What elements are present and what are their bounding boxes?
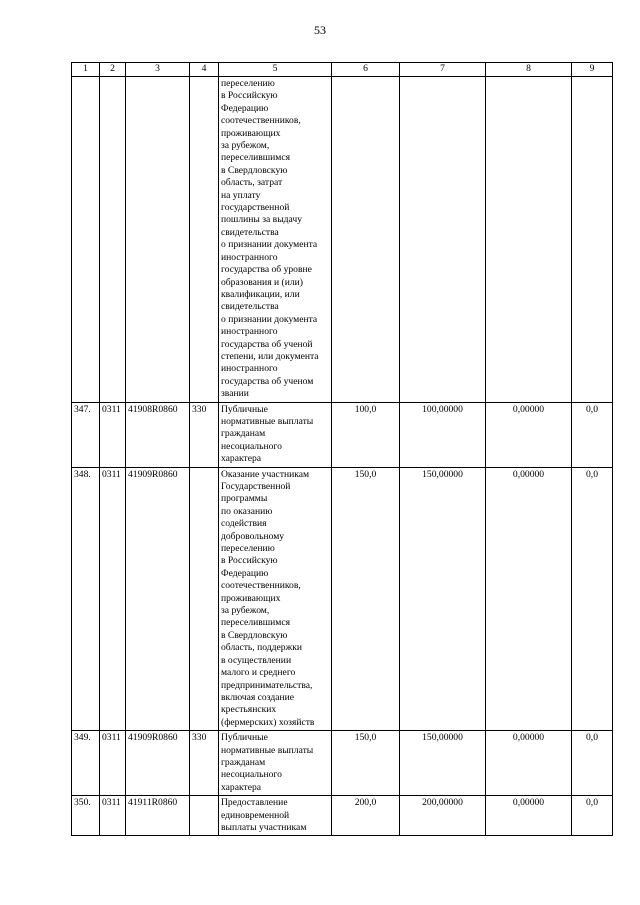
amount-plan: 150,0 (332, 467, 400, 731)
amount-plan: 200,0 (332, 796, 400, 836)
table-row (72, 77, 613, 403)
table-row (72, 467, 613, 731)
amount-executed (400, 77, 486, 403)
table-row (72, 731, 613, 796)
expense-type-code (190, 796, 219, 836)
row-number: 347. (72, 402, 100, 467)
column-header-4: 4 (190, 63, 219, 77)
execution-percent: 0,0 (572, 796, 613, 836)
target-article-code: 41911R0860 (126, 796, 190, 836)
section-code: 0311 (100, 731, 126, 796)
target-article-code: 41908R0860 (126, 402, 190, 467)
amount-difference: 0,00000 (486, 796, 572, 836)
expense-type-code (190, 467, 219, 731)
header-row (72, 63, 613, 77)
amount-executed: 150,00000 (400, 731, 486, 796)
amount-executed: 100,00000 (400, 402, 486, 467)
expense-type-code (190, 77, 219, 403)
row-number: 350. (72, 796, 100, 836)
section-code: 0311 (100, 402, 126, 467)
column-header-1: 1 (72, 63, 100, 77)
amount-difference (486, 77, 572, 403)
column-header-6: 6 (332, 63, 400, 77)
execution-percent: 0,0 (572, 731, 613, 796)
item-name: Оказание участникам Государственной программы по оказанию содействия добровольному переселению в Российскую Федерацию соотечественников, проживающих за рубежом, переселившимся в Свердловскую область, поддержки в осуществлении малого и среднего предпринимательства, включая создание крестьянских (фермерских) хозяйств (219, 467, 332, 731)
column-header-5: 5 (219, 63, 332, 77)
execution-percent: 0,0 (572, 467, 613, 731)
amount-executed: 200,00000 (400, 796, 486, 836)
section-code: 0311 (100, 796, 126, 836)
target-article-code: 41909R0860 (126, 467, 190, 731)
execution-percent (572, 77, 613, 403)
amount-executed: 150,00000 (400, 467, 486, 731)
amount-plan (332, 77, 400, 403)
target-article-code: 41909R0860 (126, 731, 190, 796)
item-name: Публичные нормативные выплаты гражданам несоциального характера (219, 731, 332, 796)
row-number (72, 77, 100, 403)
page-number: 53 (314, 23, 326, 37)
column-header-7: 7 (400, 63, 486, 77)
row-number: 348. (72, 467, 100, 731)
table-row (72, 796, 613, 836)
amount-plan: 100,0 (332, 402, 400, 467)
amount-plan: 150,0 (332, 731, 400, 796)
table-row (72, 402, 613, 467)
row-number: 349. (72, 731, 100, 796)
column-header-2: 2 (100, 63, 126, 77)
section-code: 0311 (100, 467, 126, 731)
amount-difference: 0,00000 (486, 402, 572, 467)
column-header-8: 8 (486, 63, 572, 77)
execution-percent: 0,0 (572, 402, 613, 467)
column-header-3: 3 (126, 63, 190, 77)
item-name: Публичные нормативные выплаты гражданам несоциального характера (219, 402, 332, 467)
expense-type-code: 330 (190, 731, 219, 796)
budget-table (71, 62, 613, 836)
expense-type-code: 330 (190, 402, 219, 467)
amount-difference: 0,00000 (486, 467, 572, 731)
item-name: Предоставление единовременной выплаты участникам (219, 796, 332, 836)
item-name: переселению в Российскую Федерацию соотечественников, проживающих за рубежом, переселившимся в Свердловскую область, затрат на уплату государственной пошлины за выдачу свидетельства о признании документа иностранного государства об уровне образования и (или) квалификации, или свидетельства о признании документа иностранного государства об ученой степени, или документа иностранного государства об ученом звании (219, 77, 332, 403)
amount-difference: 0,00000 (486, 731, 572, 796)
target-article-code (126, 77, 190, 403)
section-code (100, 77, 126, 403)
column-header-9: 9 (572, 63, 613, 77)
